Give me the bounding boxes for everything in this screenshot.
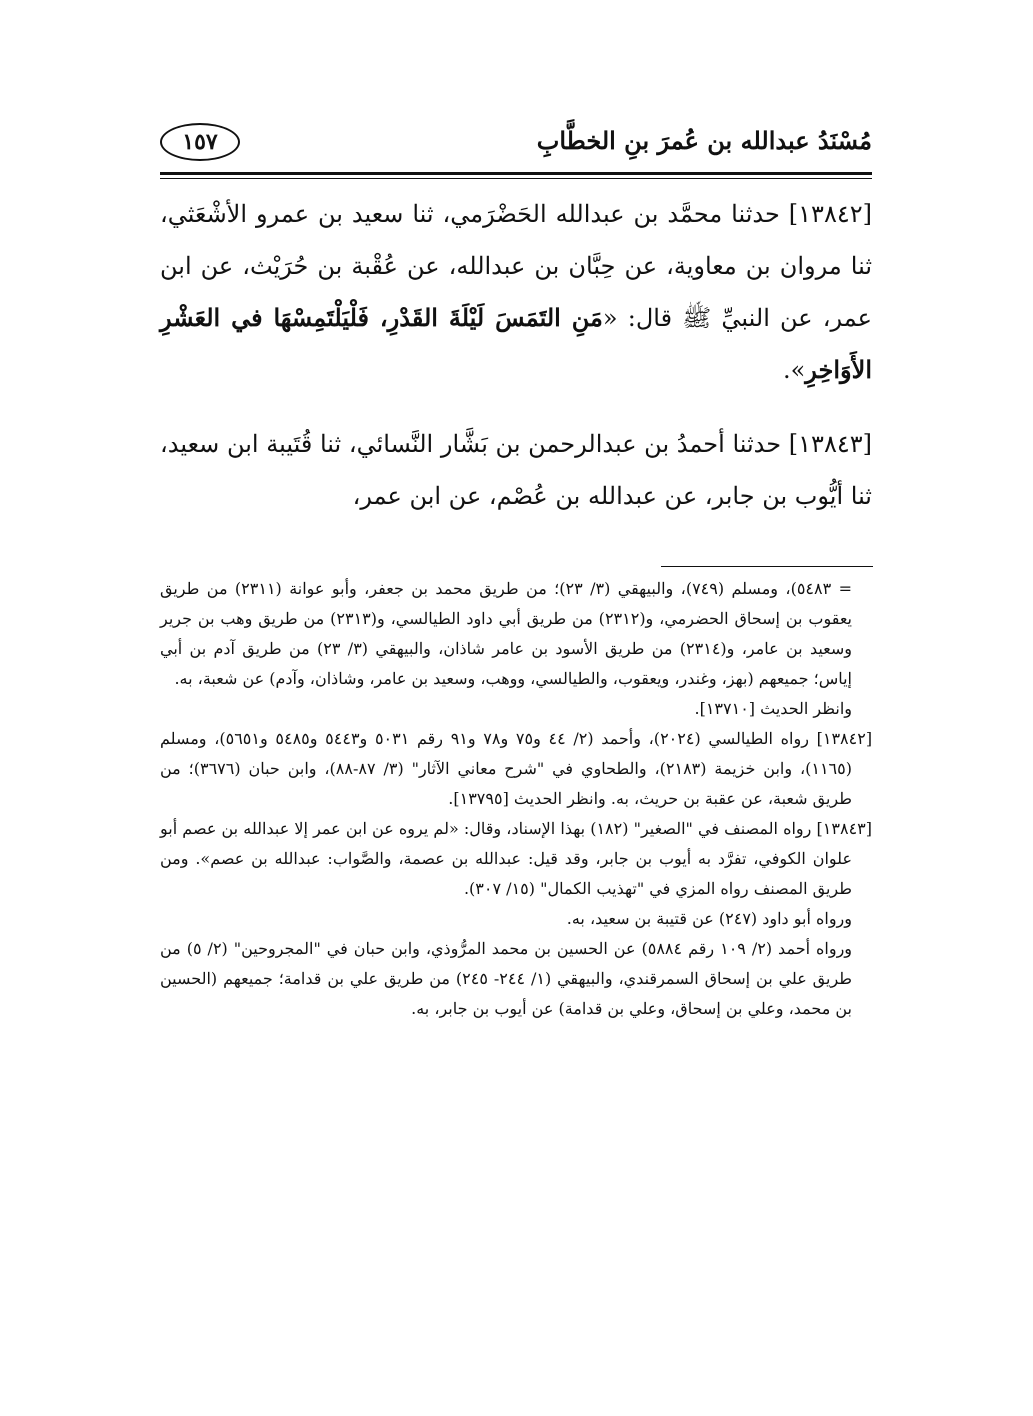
hadith-number: [١٣٨٤٣] bbox=[788, 430, 872, 458]
footnotes bbox=[160, 574, 872, 1024]
footnote-separator bbox=[661, 566, 873, 567]
hadith-number: [١٣٨٤٢] bbox=[788, 200, 872, 228]
hadith-13842 bbox=[160, 188, 872, 396]
footnote-see-also: وانظر الحديث [١٣٧١٠]. bbox=[694, 699, 852, 718]
page-number-badge bbox=[160, 123, 240, 161]
footnote-continuation: = ٥٤٨٣)، ومسلم (٧٤٩)، والبيهقي (٣/ ٢٣)؛ من طريق محمد بن جعفر، وأبو عوانة (٢٣١١) من طريق يعقوب بن إسحاق الحضرمي، و(٢٣١٢) من طريق أبي داود الطيالسي، و(٢٣١٣) من طريق وهب بن جرير وسعيد بن عامر، و(٢٣١٤) من طريق الأسود بن عامر شاذان، والبيهقي (٣/ ٢٣) من طريق آدم بن أبي إياس؛ جميعهم (بهز، وغندر، ويعقوب، والطيالسي، ووهب، وسعيد بن عامر، وشاذان، وآدم) عن شعبة، به. bbox=[160, 579, 853, 688]
hadith-text: حدثنا أحمدُ بن عبدالرحمن بن بَشَّار النَّسائي، ثنا قُتَيبة ابن سعيد، ثنا أيُّوب بن جابر، عن عبدالله بن عُصْم، عن ابن عمر، bbox=[160, 430, 872, 510]
hadith-isnad: حدثنا محمَّد بن عبدالله الحَضْرَمي، ثنا سعيد بن عمرو الأشْعَثي، ثنا مروان بن معاوية، عن حِبَّان بن عبدالله، عن عُقْبة بن حُرَيْث، عن ابن عمر، عن النبيِّ ﷺ قال: « bbox=[160, 200, 873, 332]
header-rule-thin bbox=[160, 178, 872, 179]
running-title: مُسْنَدُ عبدالله بن عُمرَ بنِ الخطَّابِ bbox=[536, 126, 872, 155]
hadith-13843 bbox=[160, 418, 872, 522]
page-header bbox=[160, 118, 872, 174]
footnote-13843: [١٣٨٤٣] رواه المصنف في "الصغير" (١٨٢) بهذا الإسناد، وقال: «لم يروه عن ابن عمر إلا عبدالله بن عصم أبو علوان الكوفي، تفرَّد به أيوب بن جابر، وقد قيل: عبدالله بن عصمة، والصَّواب: عبدالله بن عصم». ومن طريق المصنف رواه المزي في "تهذيب الكمال" (١٥/ ٣٠٧). bbox=[160, 819, 872, 898]
hadith-matn: مَنِ التَمَسَ لَيْلَةَ القَدْرِ، فَلْيَلْتَمِسْهَا في العَشْرِ الأَوَاخِرِ bbox=[160, 303, 872, 384]
header-rule-thick bbox=[160, 172, 872, 175]
page-number: ١٥٧ bbox=[182, 129, 218, 155]
footnote-13842: [١٣٨٤٢] رواه الطيالسي (٢٠٢٤)، وأحمد (٢/ ٤٤ و٧٥ و٧٨ و٩١ رقم ٥٠٣١ و٥٤٤٣ و٥٤٨٥ و٥٦٥١)، ومسلم (١١٦٥)، وابن خزيمة (٢١٨٣)، والطحاوي في "شرح معاني الآثار" (٣/ ٨٧-٨٨)، وابن حبان (٣٦٧٦)؛ من طريق شعبة، عن عقبة بن حريث، به. وانظر الحديث [١٣٧٩٥]. bbox=[160, 729, 873, 808]
footnote-13843-ahmad: ورواه أحمد (٢/ ١٠٩ رقم ٥٨٨٤) عن الحسين بن محمد المرُّوذي، وابن حبان في "المجروحين" (٢/ ٥) من طريق علي بن إسحاق السمرقندي، والبيهقي (١/ ٢٤٤- ٢٤٥) من طريق علي بن قدامة؛ جميعهم (الحسين بن محمد، وعلي بن إسحاق، وعلي بن قدامة) عن أيوب بن جابر، به. bbox=[160, 939, 853, 1018]
hadith-closing: ». bbox=[782, 356, 806, 384]
footnote-13843-abudawud: ورواه أبو داود (٢٤٧) عن قتيبة بن سعيد، به. bbox=[566, 909, 852, 928]
main-text bbox=[160, 188, 872, 522]
